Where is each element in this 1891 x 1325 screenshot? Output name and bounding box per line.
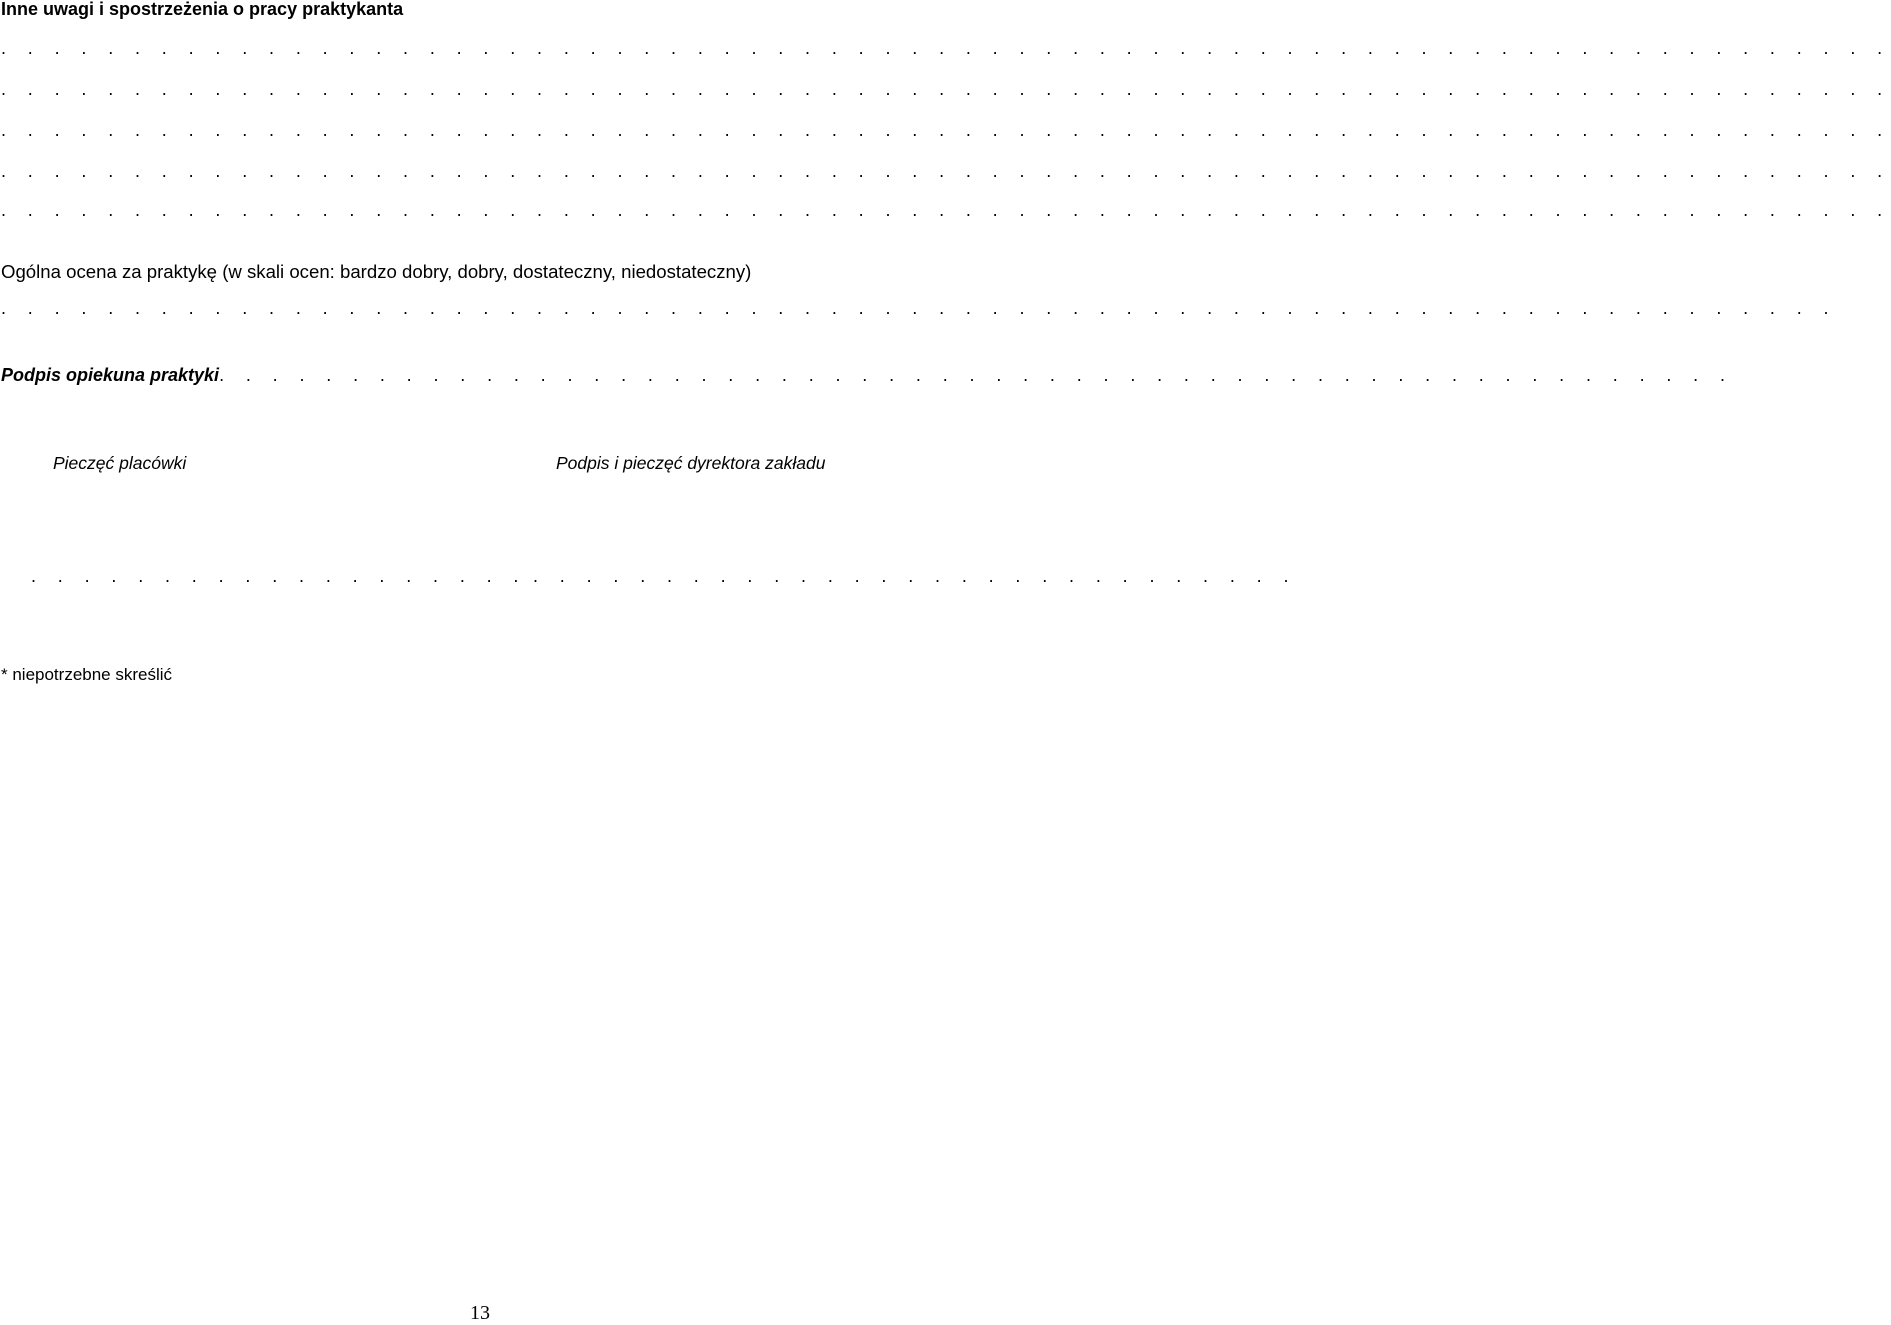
- remarks-line-3[interactable]: . . . . . . . . . . . . . . . . . . . . . . . . . . . . . . . . . . . . . . . . . . . . . . . . . . . . . . . . . . . . . . . . . . . . . . .: [1, 120, 1891, 140]
- director-signature-field[interactable]: . . . . . . . . . . . . . . . . . . . . . . . . . . . . .: [533, 566, 1297, 586]
- remarks-line-1[interactable]: . . . . . . . . . . . . . . . . . . . . . . . . . . . . . . . . . . . . . . . . . . . . . . . . . . . . . . . . . . . . . . . . . . . . . . .: [1, 38, 1891, 58]
- remarks-heading: Inne uwagi i spostrzeżenia o pracy praktykanta: [1, 0, 404, 19]
- director-signature-label: Podpis i pieczęć dyrektora zakładu: [556, 453, 826, 473]
- footnote: * niepotrzebne skreślić: [1, 665, 173, 684]
- remarks-line-5[interactable]: . . . . . . . . . . . . . . . . . . . . . . . . . . . . . . . . . . . . . . . . . . . . . . . . . . . . . . . . . . . . . . . . . . . . . . .: [1, 200, 1891, 220]
- remarks-line-4[interactable]: . . . . . . . . . . . . . . . . . . . . . . . . . . . . . . . . . . . . . . . . . . . . . . . . . . . . . . . . . . . . . . . . . . . . . . .: [1, 161, 1891, 181]
- grade-title: Ogólna ocena za praktykę (w skali ocen: bardzo dobry, dobry, dostateczny, niedostateczny): [1, 261, 752, 282]
- page-number: 13: [470, 1302, 490, 1324]
- supervisor-signature-row: [1, 365, 1733, 386]
- supervisor-signature-label: Podpis opiekuna praktyki: [1, 365, 220, 385]
- grade-field[interactable]: . . . . . . . . . . . . . . . . . . . . . . . . . . . . . . . . . . . . . . . . . . . . . . . . . . . . . . . . . . . . . . . . . . . . .: [1, 298, 1837, 318]
- institution-stamp-field[interactable]: . . . . . . . . . . . . . . . . . . .: [31, 566, 527, 586]
- supervisor-signature-field[interactable]: . . . . . . . . . . . . . . . . . . . . . . . . . . . . . . . . . . . . . . . . . . . . . . . . . . . . . . . . .: [219, 365, 1734, 385]
- institution-stamp-label: Pieczęć placówki: [53, 453, 187, 473]
- remarks-line-2[interactable]: . . . . . . . . . . . . . . . . . . . . . . . . . . . . . . . . . . . . . . . . . . . . . . . . . . . . . . . . . . . . . . . . . . . . . . .: [1, 79, 1891, 99]
